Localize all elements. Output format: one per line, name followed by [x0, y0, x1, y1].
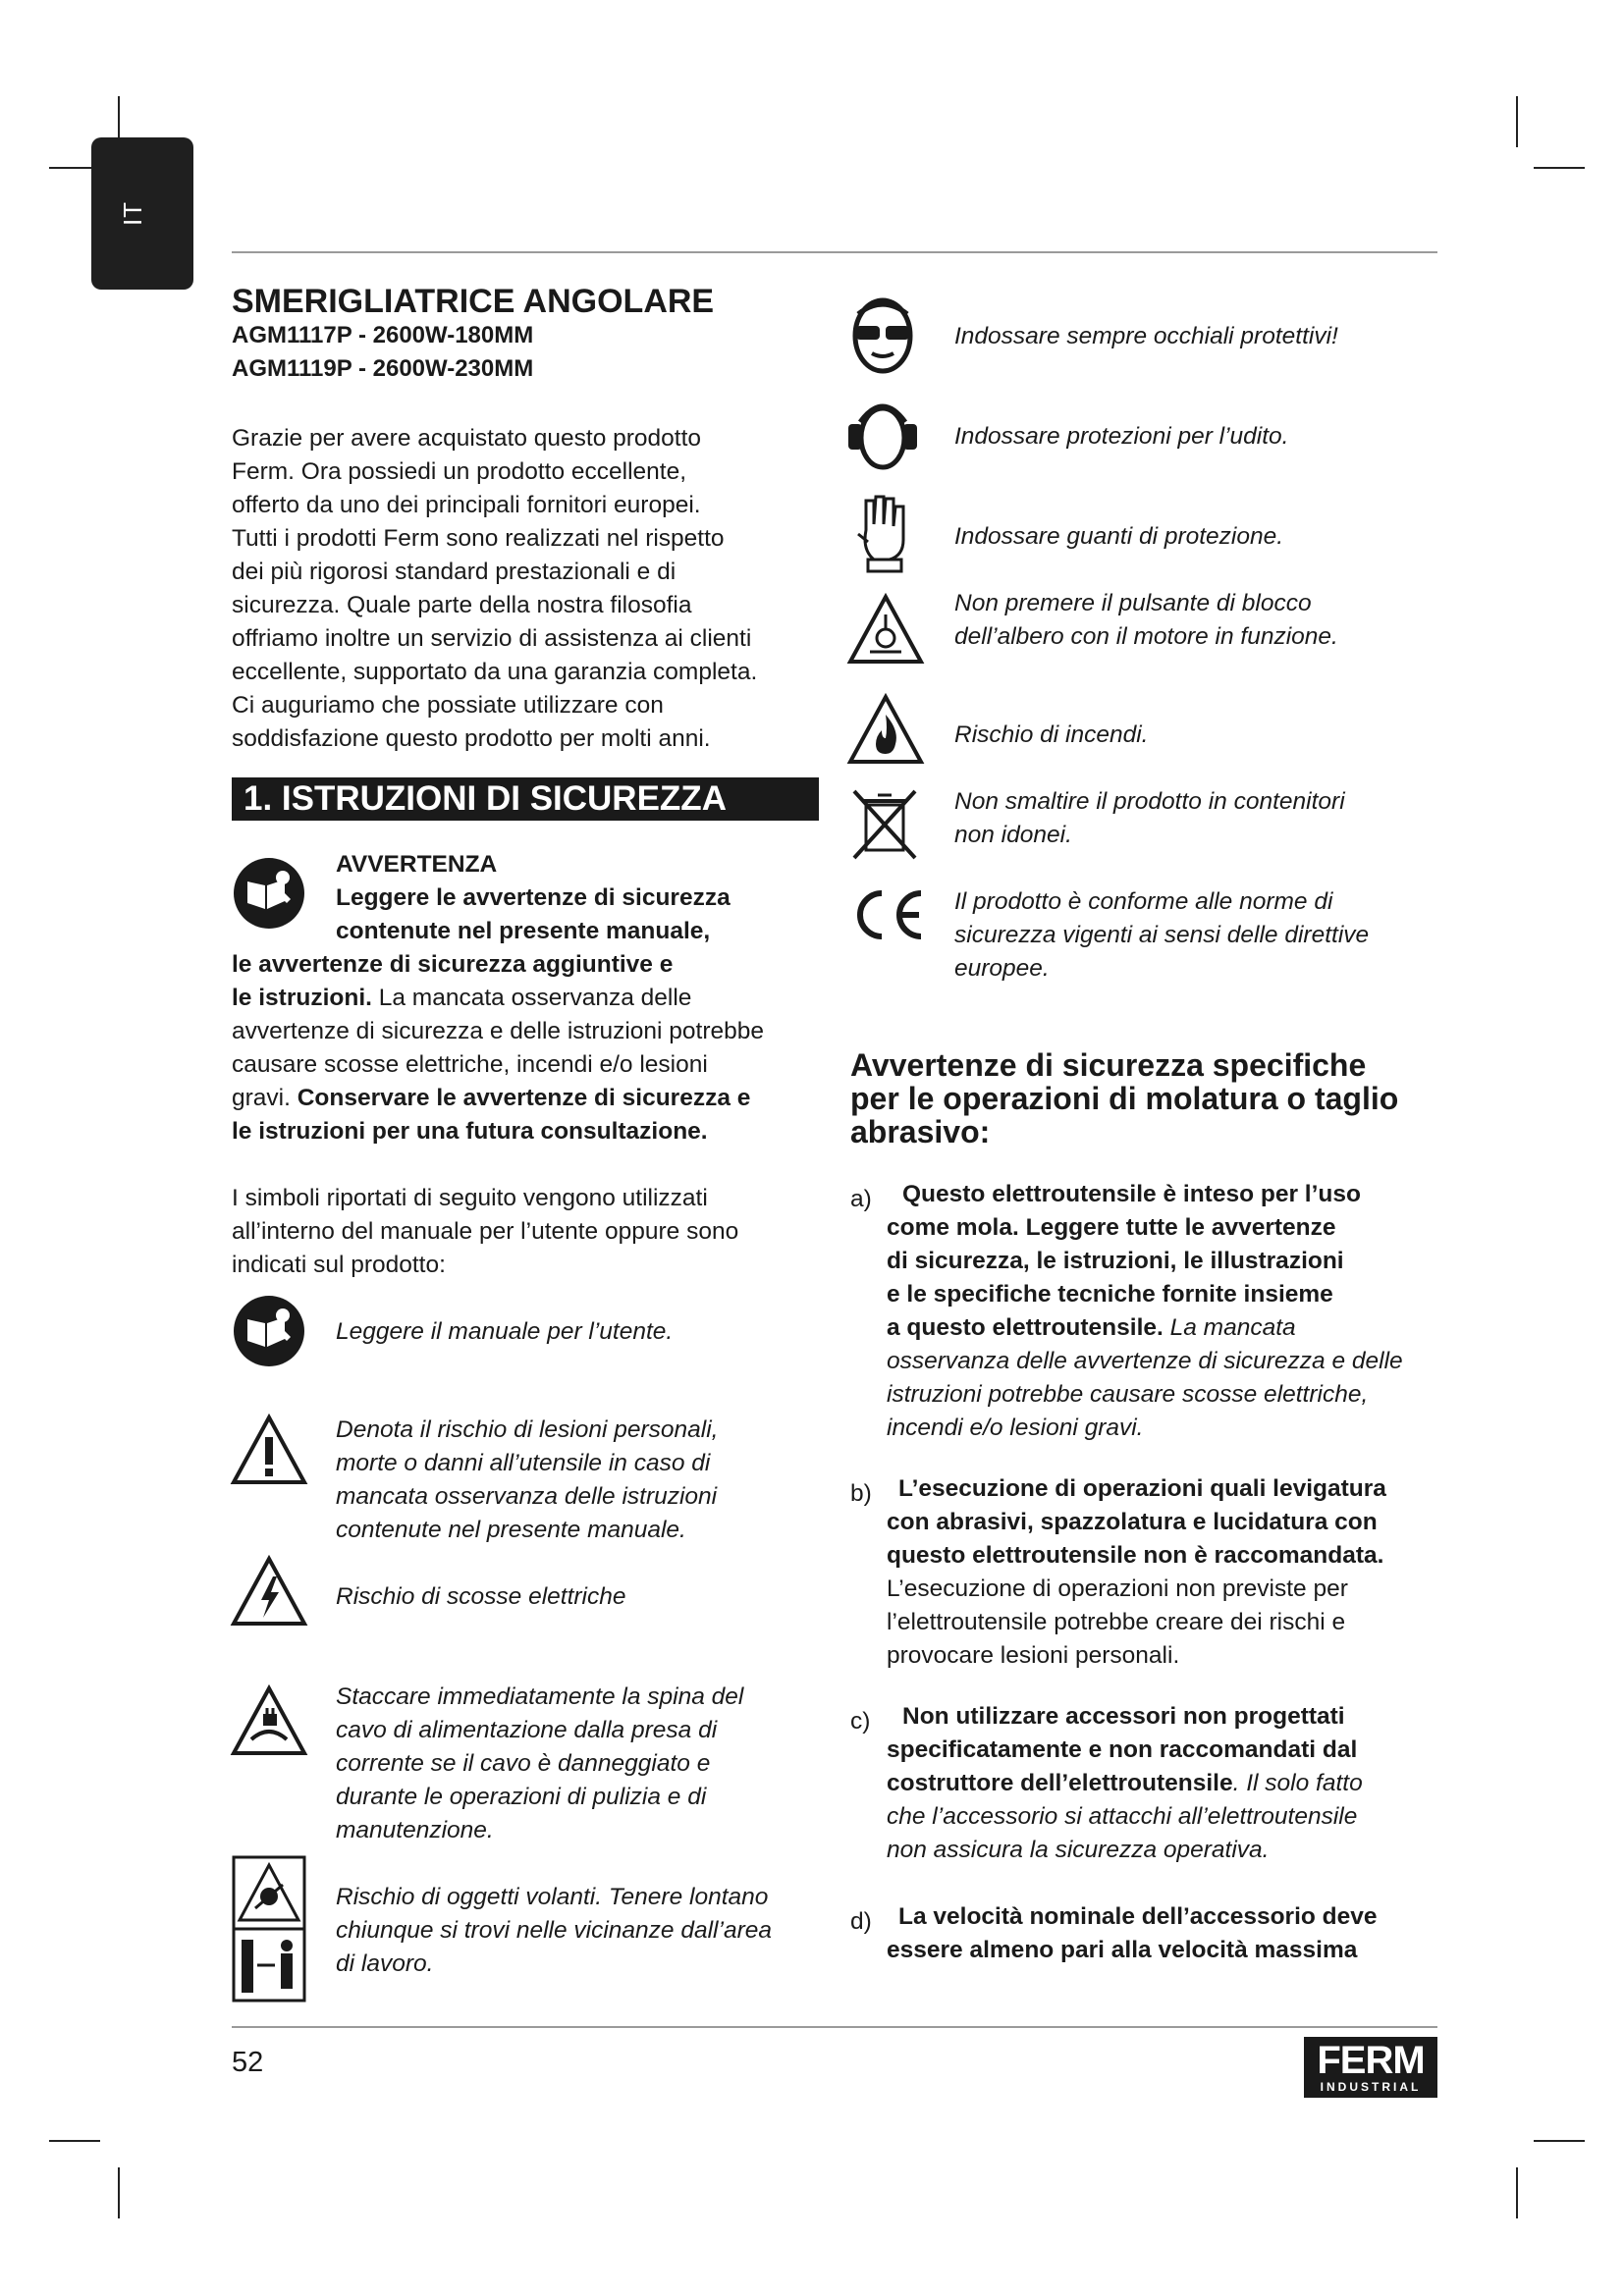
warning-bold-line: le avvertenze di sicurezza aggiuntive e — [232, 951, 674, 978]
flying-objects-icon — [232, 1855, 306, 2007]
warning-line: gravi. Conservare le avvertenze di sicurezza e — [232, 1085, 751, 1111]
list-item: Questo elettroutensile è inteso per l’uso come mola. Leggere tutte le avvertenze di sicurezza, le istruzioni, le illustrazioni e le specifiche tecniche fornite insieme a questo elettroutensile. La mancata osservanza delle avvertenze di sicurezza e delle istruzioni potrebbe causare scosse elettriche, incendi e/o lesioni gravi. — [887, 1181, 1403, 1441]
symbol-description: Indossare sempre occhiali protettivi! — [954, 323, 1338, 349]
warning-line: le istruzioni. La mancata osservanza delle — [232, 985, 692, 1011]
language-code: IT — [118, 200, 148, 227]
list-item-letter: d) — [850, 1908, 872, 1935]
list-item-letter: c) — [850, 1708, 871, 1735]
exclamation-warning-icon — [230, 1414, 308, 1491]
intro-paragraph: Grazie per avere acquistato questo prodotto Ferm. Ora possiedi un prodotto eccellente, offerto da uno dei principali fornitori europei. Tutti i prodotti Ferm sono realizzati nel rispetto dei più rigorosi standard prestazionali e di sicurezza. Quale parte della nostra filosofia offriamo inoltre un servizio di assistenza ai clienti eccellente, supportato da una garanzia completa. Ci auguriamo che possiate utilizzare con soddisfazione questo prodotto per molti anni. — [232, 425, 758, 752]
section-heading-bar — [232, 777, 819, 821]
spindle-lock-warning-icon — [846, 593, 925, 670]
symbol-description: Denota il rischio di lesioni personali, morte o danni all’utensile in caso di mancata osservanza delle istruzioni contenute nel presente manuale. — [336, 1416, 719, 1543]
top-rule — [232, 251, 1437, 253]
crop-mark — [118, 2167, 120, 2218]
symbol-description: Rischio di scosse elettriche — [336, 1583, 626, 1610]
ferm-logo — [1304, 2037, 1437, 2098]
bottom-rule — [232, 2026, 1437, 2028]
list-item: L’esecuzione di operazioni quali levigatura con abrasivi, spazzolatura e lucidatura con questo elettroutensile non è raccomandata. L’esecuzione di operazioni non previste per l’elettroutensile potrebbe creare dei rischi e provocare lesioni personali. — [887, 1475, 1386, 1669]
warning-line: avvertenze di sicurezza e delle istruzioni potrebbe — [232, 1018, 765, 1044]
warning-bold-line: contenute nel presente manuale, — [336, 918, 711, 944]
warning-heading: AVVERTENZA — [336, 851, 498, 878]
warning-line: le istruzioni per una futura consultazione. — [232, 1118, 708, 1145]
section-heading: 1. ISTRUZIONI DI SICUREZZA — [244, 779, 727, 818]
symbol-description: Il prodotto è conforme alle norme di sicurezza vigenti ai sensi delle direttive europee. — [954, 888, 1370, 982]
electric-shock-icon — [230, 1555, 308, 1632]
symbol-description: Non premere il pulsante di blocco dell’albero con il motore in funzione. — [954, 590, 1338, 650]
symbol-description: Indossare guanti di protezione. — [954, 523, 1284, 550]
crop-mark — [1516, 2167, 1518, 2218]
section-subheading: Avvertenze di sicurezza specifiche per le operazioni di molatura o taglio abrasivo: — [850, 1047, 1399, 1149]
symbol-description: Rischio di incendi. — [954, 721, 1149, 748]
page-title: SMERIGLIATRICE ANGOLARE — [232, 283, 715, 320]
weee-bin-icon — [850, 787, 919, 867]
crop-mark — [49, 2140, 100, 2142]
unplug-warning-icon — [230, 1684, 308, 1762]
crop-mark — [1534, 2140, 1585, 2142]
crop-mark — [1516, 96, 1518, 147]
logo-text: FERM — [1317, 2039, 1425, 2082]
read-manual-icon — [232, 856, 306, 935]
safety-glasses-icon — [850, 294, 915, 380]
language-tab — [91, 137, 193, 290]
symbol-description: Indossare protezioni per l’udito. — [954, 423, 1289, 450]
list-item-letter: b) — [850, 1480, 872, 1507]
list-item: La velocità nominale dell’accessorio deve essere almeno pari alla velocità massima — [887, 1903, 1378, 1963]
ear-protection-icon — [846, 391, 919, 478]
model-line: AGM1119P - 2600W-230MM — [232, 355, 534, 382]
page-number: 52 — [232, 2047, 264, 2078]
symbol-description: Staccare immediatamente la spina del cavo di alimentazione dalla presa di corrente se il cavo è danneggiato e durante le operazioni di pulizia e di manutenzione. — [336, 1683, 744, 1843]
symbol-description: Rischio di oggetti volanti. Tenere lontano chiunque si trovi nelle vicinanze dall’area di lavoro. — [336, 1884, 772, 1977]
read-manual-icon — [232, 1294, 306, 1373]
gloves-icon — [854, 491, 913, 578]
logo-subtext: INDUSTRIAL — [1320, 2080, 1422, 2094]
crop-mark — [1534, 167, 1585, 169]
symbol-description: Leggere il manuale per l’utente. — [336, 1318, 674, 1345]
warning-bold-line: Leggere le avvertenze di sicurezza — [336, 884, 731, 911]
list-item-letter: a) — [850, 1186, 872, 1212]
warning-line: causare scosse elettriche, incendi e/o lesioni — [232, 1051, 708, 1078]
symbols-intro: I simboli riportati di seguito vengono utilizzati all’interno del manuale per l’utente oppure sono indicati sul prodotto: — [232, 1185, 739, 1278]
model-line: AGM1117P - 2600W-180MM — [232, 322, 534, 348]
symbol-description: Non smaltire il prodotto in contenitori non idonei. — [954, 788, 1345, 848]
fire-hazard-icon — [846, 693, 925, 771]
list-item: Non utilizzare accessori non progettati specificatamente e non raccomandati dal costruttore dell’elettroutensile. Il solo fatto che l’accessorio si attacchi all’elettroutensile non assicura la sicurezza operativa. — [887, 1703, 1363, 1863]
ce-mark-icon — [848, 885, 927, 949]
